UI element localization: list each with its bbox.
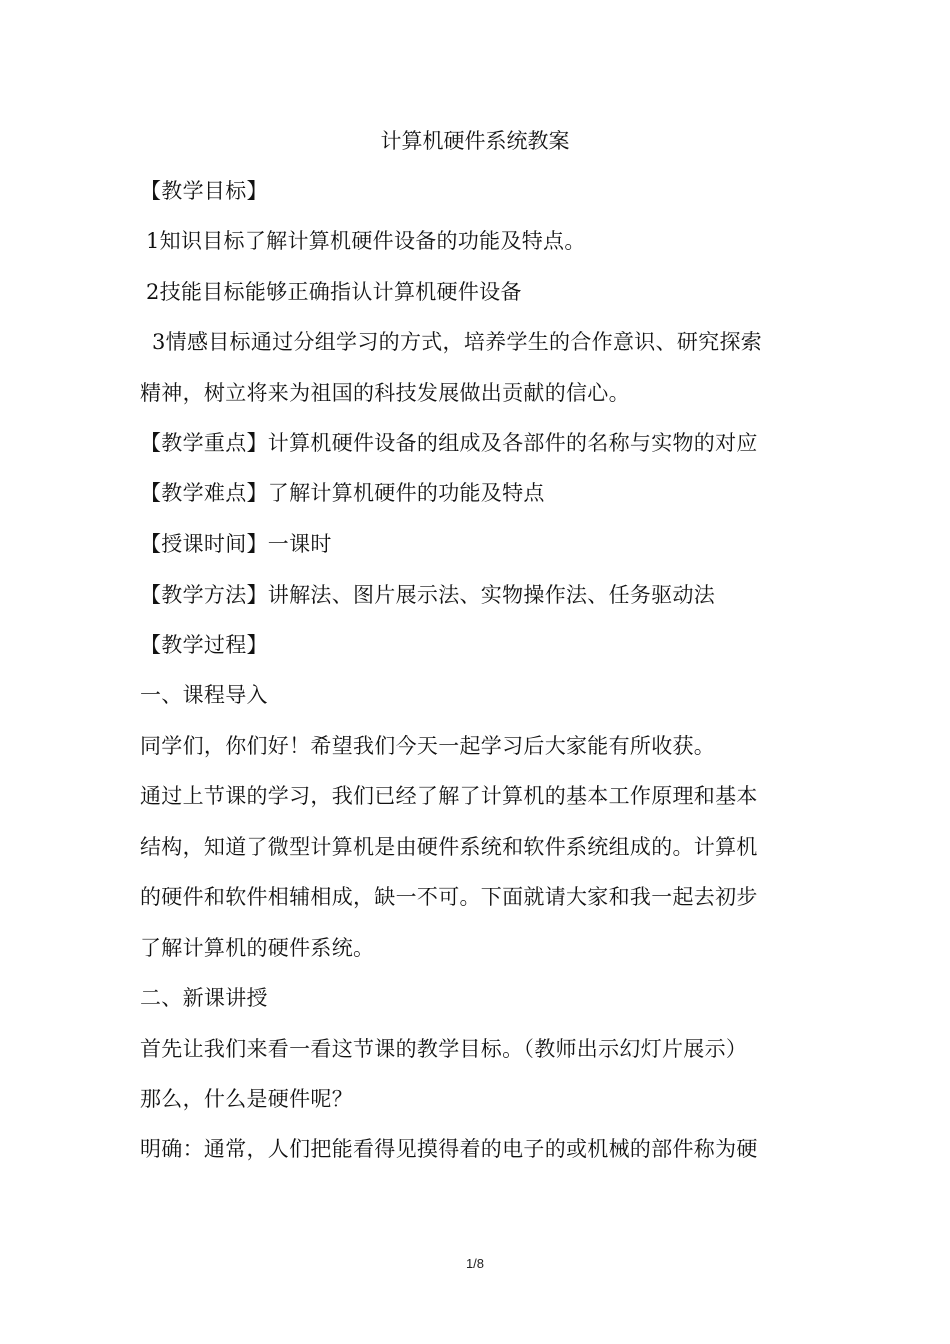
paragraph-line: 同学们，你们好！希望我们今天一起学习后大家能有所收获。 xyxy=(140,734,716,758)
page-number: 1/8 xyxy=(465,1256,485,1271)
paragraph-line: 通过上节课的学习，我们已经了解了计算机的基本工作原理和基本 xyxy=(140,784,758,808)
page-title: 计算机硬件系统教案 xyxy=(380,129,570,153)
paragraph-line: 【授课时间】一课时 xyxy=(140,532,332,556)
paragraph-line: 1知识目标了解计算机硬件设备的功能及特点。 xyxy=(146,229,586,253)
section-heading: 二、新课讲授 xyxy=(140,986,268,1010)
section-heading: 一、课程导入 xyxy=(140,683,268,707)
paragraph-line: 【教学方法】讲解法、图片展示法、实物操作法、任务驱动法 xyxy=(140,583,716,607)
paragraph-line: 的硬件和软件相辅相成，缺一不可。下面就请大家和我一起去初步 xyxy=(140,885,758,909)
section-heading-teaching-process: 【教学过程】 xyxy=(140,633,268,657)
paragraph-line: 那么，什么是硬件呢？ xyxy=(140,1087,353,1111)
paragraph-line: 精神，树立将来为祖国的科技发展做出贡献的信心。 xyxy=(140,381,630,405)
paragraph-line: 结构，知道了微型计算机是由硬件系统和软件系统组成的。计算机 xyxy=(140,835,758,859)
paragraph-line: 了解计算机的硬件系统。 xyxy=(140,936,375,960)
paragraph-line: 3情感目标通过分组学习的方式，培养学生的合作意识、研究探索 xyxy=(152,330,763,354)
paragraph-line: 2技能目标能够正确指认计算机硬件设备 xyxy=(146,280,522,304)
paragraph-line: 首先让我们来看一看这节课的教学目标。（教师出示幻灯片展示） xyxy=(140,1037,748,1061)
paragraph-line: 【教学难点】了解计算机硬件的功能及特点 xyxy=(140,481,545,505)
paragraph-line: 【教学重点】计算机硬件设备的组成及各部件的名称与实物的对应 xyxy=(140,431,758,455)
section-heading-teaching-goals: 【教学目标】 xyxy=(140,179,268,203)
paragraph-line: 明确：通常，人们把能看得见摸得着的电子的或机械的部件称为硬 xyxy=(140,1137,758,1161)
